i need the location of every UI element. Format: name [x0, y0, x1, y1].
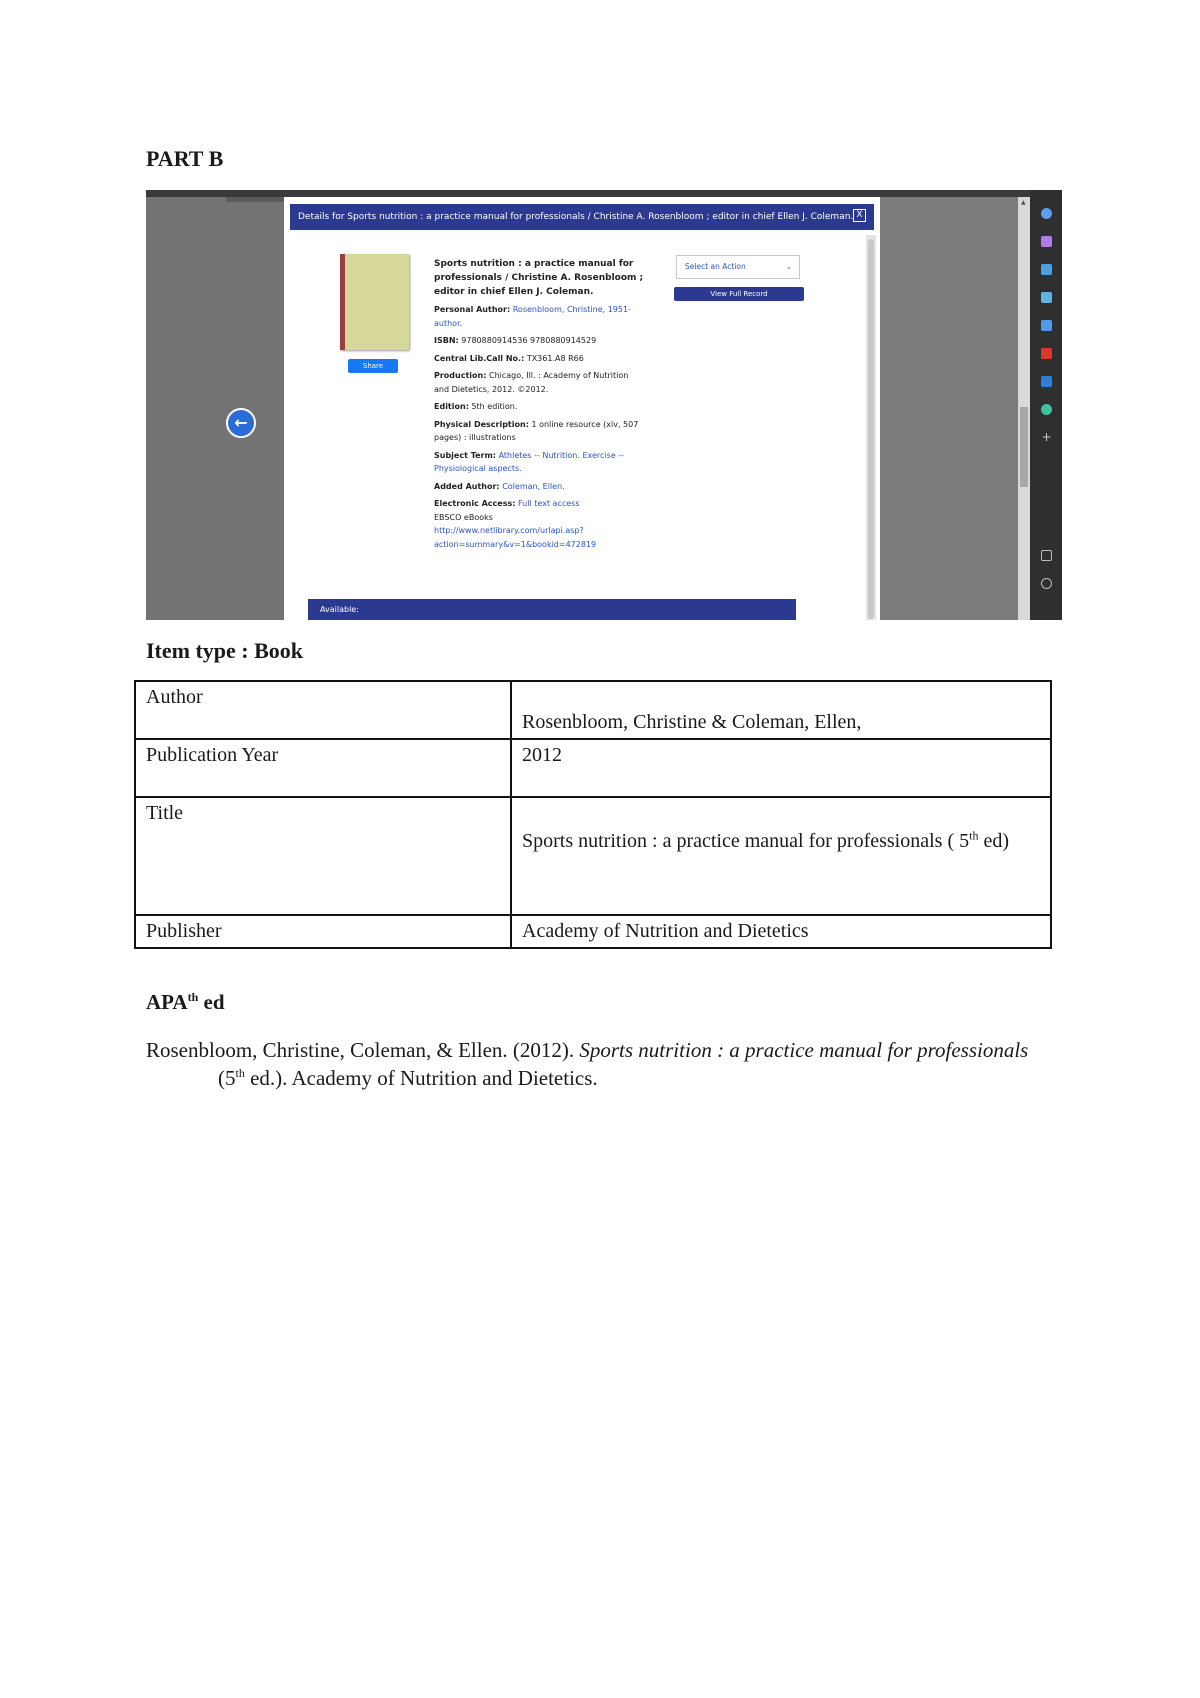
table-row — [135, 797, 1051, 915]
apa-prefix: APA — [146, 990, 188, 1014]
office-icon[interactable] — [1041, 348, 1052, 359]
table-row — [135, 915, 1051, 948]
apa-heading — [146, 990, 225, 1015]
field-label: EBSCO eBooks — [434, 512, 493, 522]
apa-citation — [146, 1036, 1056, 1092]
row-label: Title — [135, 797, 511, 915]
field-value[interactable]: Athletes -- Nutrition. Exercise -- Physiological aspects. — [434, 450, 625, 473]
browser-side-toolbar — [1030, 190, 1062, 620]
row-value: 2012 — [511, 739, 1051, 797]
row-label: Publisher — [135, 915, 511, 948]
scroll-up-icon[interactable]: ▲ — [1021, 199, 1026, 206]
available-bar: Available: — [308, 599, 796, 620]
field-value: TX361.A8 R66 — [526, 353, 584, 363]
table-row — [135, 739, 1051, 797]
citation-end: ed.). Academy of Nutrition and Dietetics. — [244, 1066, 598, 1090]
panel-header — [290, 204, 874, 230]
field-label: Physical Description: — [434, 419, 529, 429]
part-heading: PART B — [146, 146, 224, 171]
row-value: Academy of Nutrition and Dietetics — [511, 915, 1051, 948]
field-label: Electronic Access: — [434, 499, 516, 508]
field-label: Added Author: — [434, 481, 500, 491]
tag-icon[interactable] — [1041, 264, 1052, 275]
field-value[interactable]: http://www.netlibrary.com/urlapi.asp?action=summary&v=1&bookid=472819 — [434, 526, 597, 549]
select-action-label: Select an Action — [685, 262, 746, 271]
add-icon[interactable]: + — [1041, 430, 1052, 444]
panel-title: Details for Sports nutrition : a practice manual for professionals / Christine A. Rosenbloom ; editor in chief Ellen J. Coleman. — [298, 212, 854, 222]
citation-title: Sports nutrition : a practice manual for professionals — [579, 1038, 1029, 1062]
background-area — [880, 197, 1018, 620]
apa-sup: th — [187, 990, 199, 1004]
field-label: Production: — [434, 371, 487, 380]
search-icon[interactable] — [1041, 208, 1052, 219]
browser-scrollbar[interactable] — [1018, 197, 1030, 620]
field-value[interactable]: Full text access — [517, 499, 580, 508]
citation-mid: (5 — [218, 1066, 236, 1090]
title-text: Sports nutrition : a practice manual for professionals ( 5 — [522, 830, 970, 852]
field-label: Subject Term: — [434, 450, 497, 460]
scroll-thumb[interactable] — [1020, 407, 1028, 487]
field-label: ISBN: — [434, 336, 459, 345]
catalog-screenshot — [146, 190, 1062, 620]
people-icon[interactable] — [1041, 320, 1052, 331]
field-value: 1 online resource (xiv, 507 pages) : illustrations — [434, 419, 639, 442]
select-action-dropdown[interactable] — [676, 255, 800, 279]
item-type-label: Item type : Book — [146, 638, 304, 663]
book-cover — [340, 254, 409, 350]
field-label: Personal Author: — [434, 305, 511, 314]
field-label: Edition: — [434, 402, 469, 411]
record-title: Sports nutrition : a practice manual for professionals / Christine A. Rosenbloom ; editor in chief Ellen J. Coleman. — [434, 259, 644, 297]
row-value: Rosenbloom, Christine & Coleman, Ellen, — [511, 681, 1051, 739]
view-full-record-button[interactable]: View Full Record — [674, 287, 804, 301]
field-label: Central Lib.Call No.: — [434, 353, 525, 363]
outlook-icon[interactable] — [1041, 376, 1052, 387]
scroll-thumb[interactable] — [868, 239, 874, 619]
field-value: 9780880914536 9780880914529 — [461, 336, 597, 345]
citation-authors: Rosenbloom, Christine, Coleman, & Ellen. (2012). — [146, 1038, 580, 1062]
toolbox-icon[interactable] — [1041, 292, 1052, 303]
close-icon[interactable]: X — [853, 209, 866, 222]
field-value: Chicago, Ill. : Academy of Nutrition and Dietetics, 2012. ©2012. — [434, 371, 629, 394]
details-panel — [284, 197, 880, 620]
chevron-down-icon: ⌄ — [785, 262, 792, 271]
sparkle-icon[interactable] — [1041, 236, 1052, 247]
citation-sup: th — [235, 1066, 245, 1080]
field-value[interactable]: Coleman, Ellen. — [502, 481, 565, 491]
title-suffix: ed) — [978, 830, 1009, 852]
sidebar-icon[interactable] — [1041, 550, 1052, 561]
row-label: Publication Year — [135, 739, 511, 797]
drop-icon[interactable] — [1041, 404, 1052, 415]
window-top-strip — [146, 190, 1062, 197]
table-row — [135, 681, 1051, 739]
row-label: Author — [135, 681, 511, 739]
share-button[interactable]: Share — [348, 359, 398, 373]
apa-suffix: ed — [198, 990, 225, 1014]
field-value: 5th edition. — [471, 402, 518, 411]
title-sup: th — [969, 828, 979, 843]
prev-arrow-icon[interactable]: ← — [226, 408, 256, 438]
settings-icon[interactable] — [1041, 578, 1052, 589]
reference-table — [134, 680, 1052, 949]
field-value[interactable]: Rosenbloom, Christine, 1951- author. — [434, 305, 631, 328]
record-details — [434, 257, 644, 555]
panel-scrollbar[interactable] — [866, 235, 876, 620]
row-value — [511, 797, 1051, 915]
